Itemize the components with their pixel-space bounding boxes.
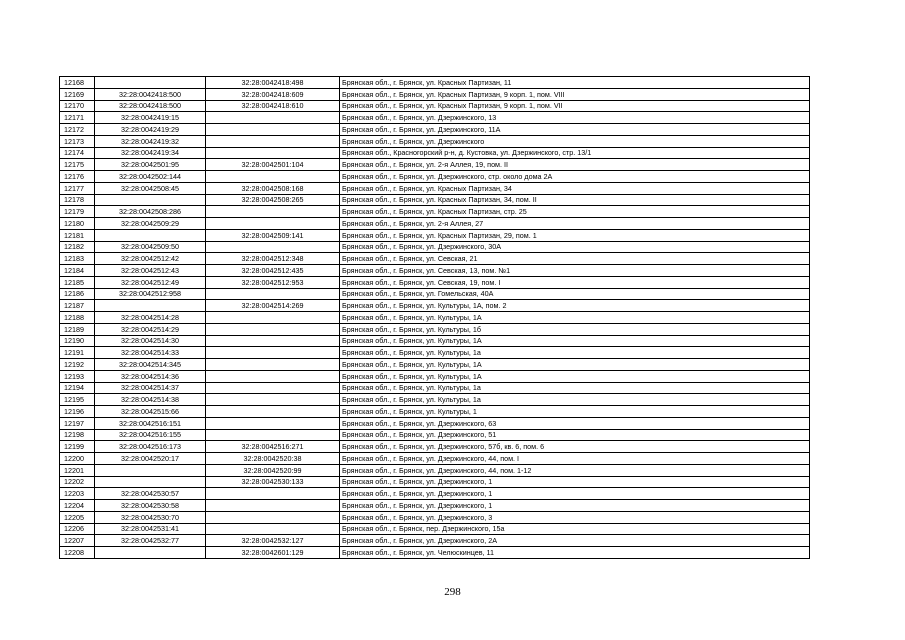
land-cadastral-number-cell: 32:28:0042530:58	[95, 500, 206, 512]
table-row	[60, 229, 810, 241]
row-number-cell: 12185	[60, 276, 95, 288]
building-cadastral-number-cell: 32:28:0042514:269	[206, 300, 340, 312]
row-number-cell: 12171	[60, 112, 95, 124]
row-number-cell: 12187	[60, 300, 95, 312]
building-cadastral-number-cell: 32:28:0042520:99	[206, 464, 340, 476]
row-number-cell: 12195	[60, 394, 95, 406]
row-number-cell: 12203	[60, 488, 95, 500]
building-cadastral-number-cell: 32:28:0042508:168	[206, 182, 340, 194]
address-cell: Брянская обл., г. Брянск, ул. Дзержинского, 44, пом. 1-12	[340, 464, 810, 476]
land-cadastral-number-cell: 32:28:0042502:144	[95, 171, 206, 183]
address-cell: Брянская обл., г. Брянск, пер. Дзержинского, 15а	[340, 523, 810, 535]
land-cadastral-number-cell: 32:28:0042514:37	[95, 382, 206, 394]
row-number-cell: 12192	[60, 359, 95, 371]
building-cadastral-number-cell	[206, 312, 340, 324]
building-cadastral-number-cell	[206, 488, 340, 500]
table-row	[60, 241, 810, 253]
address-cell: Брянская обл., г. Брянск, ул. Культуры, 1А	[340, 335, 810, 347]
address-cell: Брянская обл., г. Брянск, ул. Дзержинского, стр. около дома 2А	[340, 171, 810, 183]
building-cadastral-number-cell	[206, 406, 340, 418]
land-cadastral-number-cell	[95, 464, 206, 476]
table-row	[60, 417, 810, 429]
address-cell: Брянская обл., г. Брянск, ул. Дзержинского, 63	[340, 417, 810, 429]
building-cadastral-number-cell	[206, 359, 340, 371]
table-row	[60, 441, 810, 453]
row-number-cell: 12175	[60, 159, 95, 171]
row-number-cell: 12170	[60, 100, 95, 112]
land-cadastral-number-cell: 32:28:0042514:36	[95, 370, 206, 382]
building-cadastral-number-cell: 32:28:0042509:141	[206, 229, 340, 241]
building-cadastral-number-cell	[206, 171, 340, 183]
building-cadastral-number-cell: 32:28:0042512:435	[206, 265, 340, 277]
table-row	[60, 488, 810, 500]
page-number: 298	[444, 586, 461, 598]
table-row	[60, 77, 810, 89]
address-cell: Брянская обл., г. Брянск, ул. Дзержинского, 2А	[340, 535, 810, 547]
registry-table	[59, 76, 810, 559]
land-cadastral-number-cell: 32:28:0042509:29	[95, 218, 206, 230]
land-cadastral-number-cell: 32:28:0042501:95	[95, 159, 206, 171]
row-number-cell: 12189	[60, 323, 95, 335]
row-number-cell: 12188	[60, 312, 95, 324]
table-row	[60, 276, 810, 288]
land-cadastral-number-cell: 32:28:0042419:34	[95, 147, 206, 159]
table-row	[60, 147, 810, 159]
table-row	[60, 312, 810, 324]
land-cadastral-number-cell: 32:28:0042509:50	[95, 241, 206, 253]
address-cell: Брянская обл., г. Брянск, ул. Культуры, 1	[340, 406, 810, 418]
land-cadastral-number-cell: 32:28:0042508:286	[95, 206, 206, 218]
table-row	[60, 347, 810, 359]
land-cadastral-number-cell: 32:28:0042514:33	[95, 347, 206, 359]
building-cadastral-number-cell	[206, 417, 340, 429]
building-cadastral-number-cell: 32:28:0042512:953	[206, 276, 340, 288]
row-number-cell: 12207	[60, 535, 95, 547]
land-cadastral-number-cell	[95, 229, 206, 241]
row-number-cell: 12184	[60, 265, 95, 277]
address-cell: Брянская обл., г. Брянск, ул. Дзержинского, 57б, кв. 6, пом. 6	[340, 441, 810, 453]
row-number-cell: 12182	[60, 241, 95, 253]
building-cadastral-number-cell	[206, 347, 340, 359]
land-cadastral-number-cell: 32:28:0042516:155	[95, 429, 206, 441]
table-row	[60, 429, 810, 441]
land-cadastral-number-cell	[95, 547, 206, 559]
address-cell: Брянская обл., г. Брянск, ул. Красных Партизан, 34, пом. II	[340, 194, 810, 206]
address-cell: Брянская обл., г. Брянск, ул. Красных Партизан, 34	[340, 182, 810, 194]
building-cadastral-number-cell	[206, 206, 340, 218]
land-cadastral-number-cell: 32:28:0042419:29	[95, 124, 206, 136]
table-row	[60, 253, 810, 265]
address-cell: Брянская обл., г. Брянск, ул. Культуры, 1б	[340, 323, 810, 335]
land-cadastral-number-cell	[95, 194, 206, 206]
address-cell: Брянская обл., г. Брянск, ул. Красных Партизан, 9 корп. 1, пом. VIII	[340, 88, 810, 100]
land-cadastral-number-cell: 32:28:0042532:77	[95, 535, 206, 547]
table-row	[60, 288, 810, 300]
building-cadastral-number-cell: 32:28:0042512:348	[206, 253, 340, 265]
land-cadastral-number-cell: 32:28:0042508:45	[95, 182, 206, 194]
table-row	[60, 88, 810, 100]
address-cell: Брянская обл., г. Брянск, ул. Культуры, 1А	[340, 312, 810, 324]
building-cadastral-number-cell	[206, 500, 340, 512]
land-cadastral-number-cell: 32:28:0042512:43	[95, 265, 206, 277]
building-cadastral-number-cell	[206, 382, 340, 394]
land-cadastral-number-cell: 32:28:0042515:66	[95, 406, 206, 418]
address-cell: Брянская обл., г. Брянск, ул. Красных Партизан, стр. 25	[340, 206, 810, 218]
address-cell: Брянская обл., г. Брянск, ул. Севская, 13, пом. №1	[340, 265, 810, 277]
table-row	[60, 547, 810, 559]
table-row	[60, 135, 810, 147]
address-cell: Брянская обл., г. Брянск, ул. Дзержинского, 30А	[340, 241, 810, 253]
row-number-cell: 12199	[60, 441, 95, 453]
registry-table-body	[60, 77, 810, 559]
building-cadastral-number-cell: 32:28:0042601:129	[206, 547, 340, 559]
row-number-cell: 12194	[60, 382, 95, 394]
row-number-cell: 12178	[60, 194, 95, 206]
building-cadastral-number-cell	[206, 370, 340, 382]
building-cadastral-number-cell: 32:28:0042532:127	[206, 535, 340, 547]
building-cadastral-number-cell: 32:28:0042418:498	[206, 77, 340, 89]
building-cadastral-number-cell	[206, 323, 340, 335]
table-row	[60, 523, 810, 535]
address-cell: Брянская обл., г. Брянск, ул. Красных Партизан, 9 корп. 1, пом. VII	[340, 100, 810, 112]
row-number-cell: 12191	[60, 347, 95, 359]
table-row	[60, 511, 810, 523]
address-cell: Брянская обл., г. Брянск, ул. Дзержинского, 1	[340, 488, 810, 500]
address-cell: Брянская обл., г. Брянск, ул. Дзержинского, 1	[340, 500, 810, 512]
row-number-cell: 12177	[60, 182, 95, 194]
building-cadastral-number-cell	[206, 394, 340, 406]
address-cell: Брянская обл., г. Брянск, ул. Челюскинцев, 11	[340, 547, 810, 559]
row-number-cell: 12176	[60, 171, 95, 183]
table-row	[60, 535, 810, 547]
table-row	[60, 406, 810, 418]
row-number-cell: 12168	[60, 77, 95, 89]
building-cadastral-number-cell: 32:28:0042501:104	[206, 159, 340, 171]
row-number-cell: 12196	[60, 406, 95, 418]
table-row	[60, 500, 810, 512]
row-number-cell: 12179	[60, 206, 95, 218]
table-row	[60, 453, 810, 465]
building-cadastral-number-cell	[206, 218, 340, 230]
building-cadastral-number-cell: 32:28:0042520:38	[206, 453, 340, 465]
building-cadastral-number-cell	[206, 112, 340, 124]
land-cadastral-number-cell: 32:28:0042514:30	[95, 335, 206, 347]
row-number-cell: 12181	[60, 229, 95, 241]
row-number-cell: 12197	[60, 417, 95, 429]
address-cell: Брянская обл., г. Брянск, ул. Красных Партизан, 29, пом. 1	[340, 229, 810, 241]
address-cell: Брянская обл., г. Брянск, ул. Севская, 21	[340, 253, 810, 265]
table-row	[60, 112, 810, 124]
building-cadastral-number-cell	[206, 124, 340, 136]
land-cadastral-number-cell: 32:28:0042530:57	[95, 488, 206, 500]
table-row	[60, 159, 810, 171]
row-number-cell: 12208	[60, 547, 95, 559]
land-cadastral-number-cell	[95, 476, 206, 488]
address-cell: Брянская обл., Красногорский р-н, д. Кустовка, ул. Дзержинского, стр. 13/1	[340, 147, 810, 159]
land-cadastral-number-cell: 32:28:0042512:49	[95, 276, 206, 288]
table-row	[60, 182, 810, 194]
building-cadastral-number-cell: 32:28:0042508:265	[206, 194, 340, 206]
address-cell: Брянская обл., г. Брянск, ул. Дзержинского, 51	[340, 429, 810, 441]
land-cadastral-number-cell: 32:28:0042418:500	[95, 88, 206, 100]
table-row	[60, 171, 810, 183]
land-cadastral-number-cell: 32:28:0042514:28	[95, 312, 206, 324]
table-row	[60, 394, 810, 406]
land-cadastral-number-cell: 32:28:0042530:70	[95, 511, 206, 523]
land-cadastral-number-cell: 32:28:0042516:151	[95, 417, 206, 429]
address-cell: Брянская обл., г. Брянск, ул. Гомельская, 40А	[340, 288, 810, 300]
building-cadastral-number-cell	[206, 335, 340, 347]
row-number-cell: 12201	[60, 464, 95, 476]
row-number-cell: 12202	[60, 476, 95, 488]
building-cadastral-number-cell	[206, 147, 340, 159]
row-number-cell: 12172	[60, 124, 95, 136]
land-cadastral-number-cell: 32:28:0042419:32	[95, 135, 206, 147]
row-number-cell: 12169	[60, 88, 95, 100]
table-row	[60, 194, 810, 206]
row-number-cell: 12173	[60, 135, 95, 147]
table-row	[60, 359, 810, 371]
address-cell: Брянская обл., г. Брянск, ул. Красных Партизан, 11	[340, 77, 810, 89]
land-cadastral-number-cell: 32:28:0042512:958	[95, 288, 206, 300]
table-row	[60, 265, 810, 277]
row-number-cell: 12186	[60, 288, 95, 300]
address-cell: Брянская обл., г. Брянск, ул. Дзержинского, 44, пом. I	[340, 453, 810, 465]
building-cadastral-number-cell	[206, 511, 340, 523]
building-cadastral-number-cell	[206, 288, 340, 300]
table-row	[60, 382, 810, 394]
table-row	[60, 124, 810, 136]
address-cell: Брянская обл., г. Брянск, ул. Дзержинского, 11А	[340, 124, 810, 136]
address-cell: Брянская обл., г. Брянск, ул. Дзержинского, 3	[340, 511, 810, 523]
address-cell: Брянская обл., г. Брянск, ул. Дзержинского, 1	[340, 476, 810, 488]
land-cadastral-number-cell: 32:28:0042520:17	[95, 453, 206, 465]
row-number-cell: 12180	[60, 218, 95, 230]
land-cadastral-number-cell	[95, 300, 206, 312]
land-cadastral-number-cell	[95, 77, 206, 89]
land-cadastral-number-cell: 32:28:0042418:500	[95, 100, 206, 112]
table-row	[60, 370, 810, 382]
building-cadastral-number-cell	[206, 523, 340, 535]
building-cadastral-number-cell: 32:28:0042516:271	[206, 441, 340, 453]
address-cell: Брянская обл., г. Брянск, ул. Культуры, 1А	[340, 359, 810, 371]
row-number-cell: 12206	[60, 523, 95, 535]
row-number-cell: 12174	[60, 147, 95, 159]
row-number-cell: 12183	[60, 253, 95, 265]
building-cadastral-number-cell: 32:28:0042418:610	[206, 100, 340, 112]
address-cell: Брянская обл., г. Брянск, ул. Культуры, 1А, пом. 2	[340, 300, 810, 312]
building-cadastral-number-cell	[206, 429, 340, 441]
address-cell: Брянская обл., г. Брянск, ул. Дзержинского, 13	[340, 112, 810, 124]
address-cell: Брянская обл., г. Брянск, ул. Дзержинского	[340, 135, 810, 147]
land-cadastral-number-cell: 32:28:0042512:42	[95, 253, 206, 265]
row-number-cell: 12205	[60, 511, 95, 523]
table-row	[60, 206, 810, 218]
land-cadastral-number-cell: 32:28:0042516:173	[95, 441, 206, 453]
land-cadastral-number-cell: 32:28:0042531:41	[95, 523, 206, 535]
table-row	[60, 476, 810, 488]
address-cell: Брянская обл., г. Брянск, ул. Культуры, 1а	[340, 347, 810, 359]
table-row	[60, 218, 810, 230]
table-row	[60, 323, 810, 335]
table-row	[60, 464, 810, 476]
row-number-cell: 12200	[60, 453, 95, 465]
row-number-cell: 12193	[60, 370, 95, 382]
address-cell: Брянская обл., г. Брянск, ул. 2-я Аллея, 19, пом. II	[340, 159, 810, 171]
address-cell: Брянская обл., г. Брянск, ул. Культуры, 1А	[340, 370, 810, 382]
land-cadastral-number-cell: 32:28:0042419:15	[95, 112, 206, 124]
row-number-cell: 12198	[60, 429, 95, 441]
address-cell: Брянская обл., г. Брянск, ул. 2-я Аллея, 27	[340, 218, 810, 230]
address-cell: Брянская обл., г. Брянск, ул. Культуры, 1а	[340, 394, 810, 406]
row-number-cell: 12190	[60, 335, 95, 347]
land-cadastral-number-cell: 32:28:0042514:29	[95, 323, 206, 335]
building-cadastral-number-cell: 32:28:0042530:133	[206, 476, 340, 488]
building-cadastral-number-cell	[206, 241, 340, 253]
building-cadastral-number-cell: 32:28:0042418:609	[206, 88, 340, 100]
land-cadastral-number-cell: 32:28:0042514:38	[95, 394, 206, 406]
address-cell: Брянская обл., г. Брянск, ул. Культуры, 1а	[340, 382, 810, 394]
table-row	[60, 300, 810, 312]
table-row	[60, 100, 810, 112]
row-number-cell: 12204	[60, 500, 95, 512]
building-cadastral-number-cell	[206, 135, 340, 147]
table-row	[60, 335, 810, 347]
land-cadastral-number-cell: 32:28:0042514:345	[95, 359, 206, 371]
address-cell: Брянская обл., г. Брянск, ул. Севская, 19, пом. I	[340, 276, 810, 288]
